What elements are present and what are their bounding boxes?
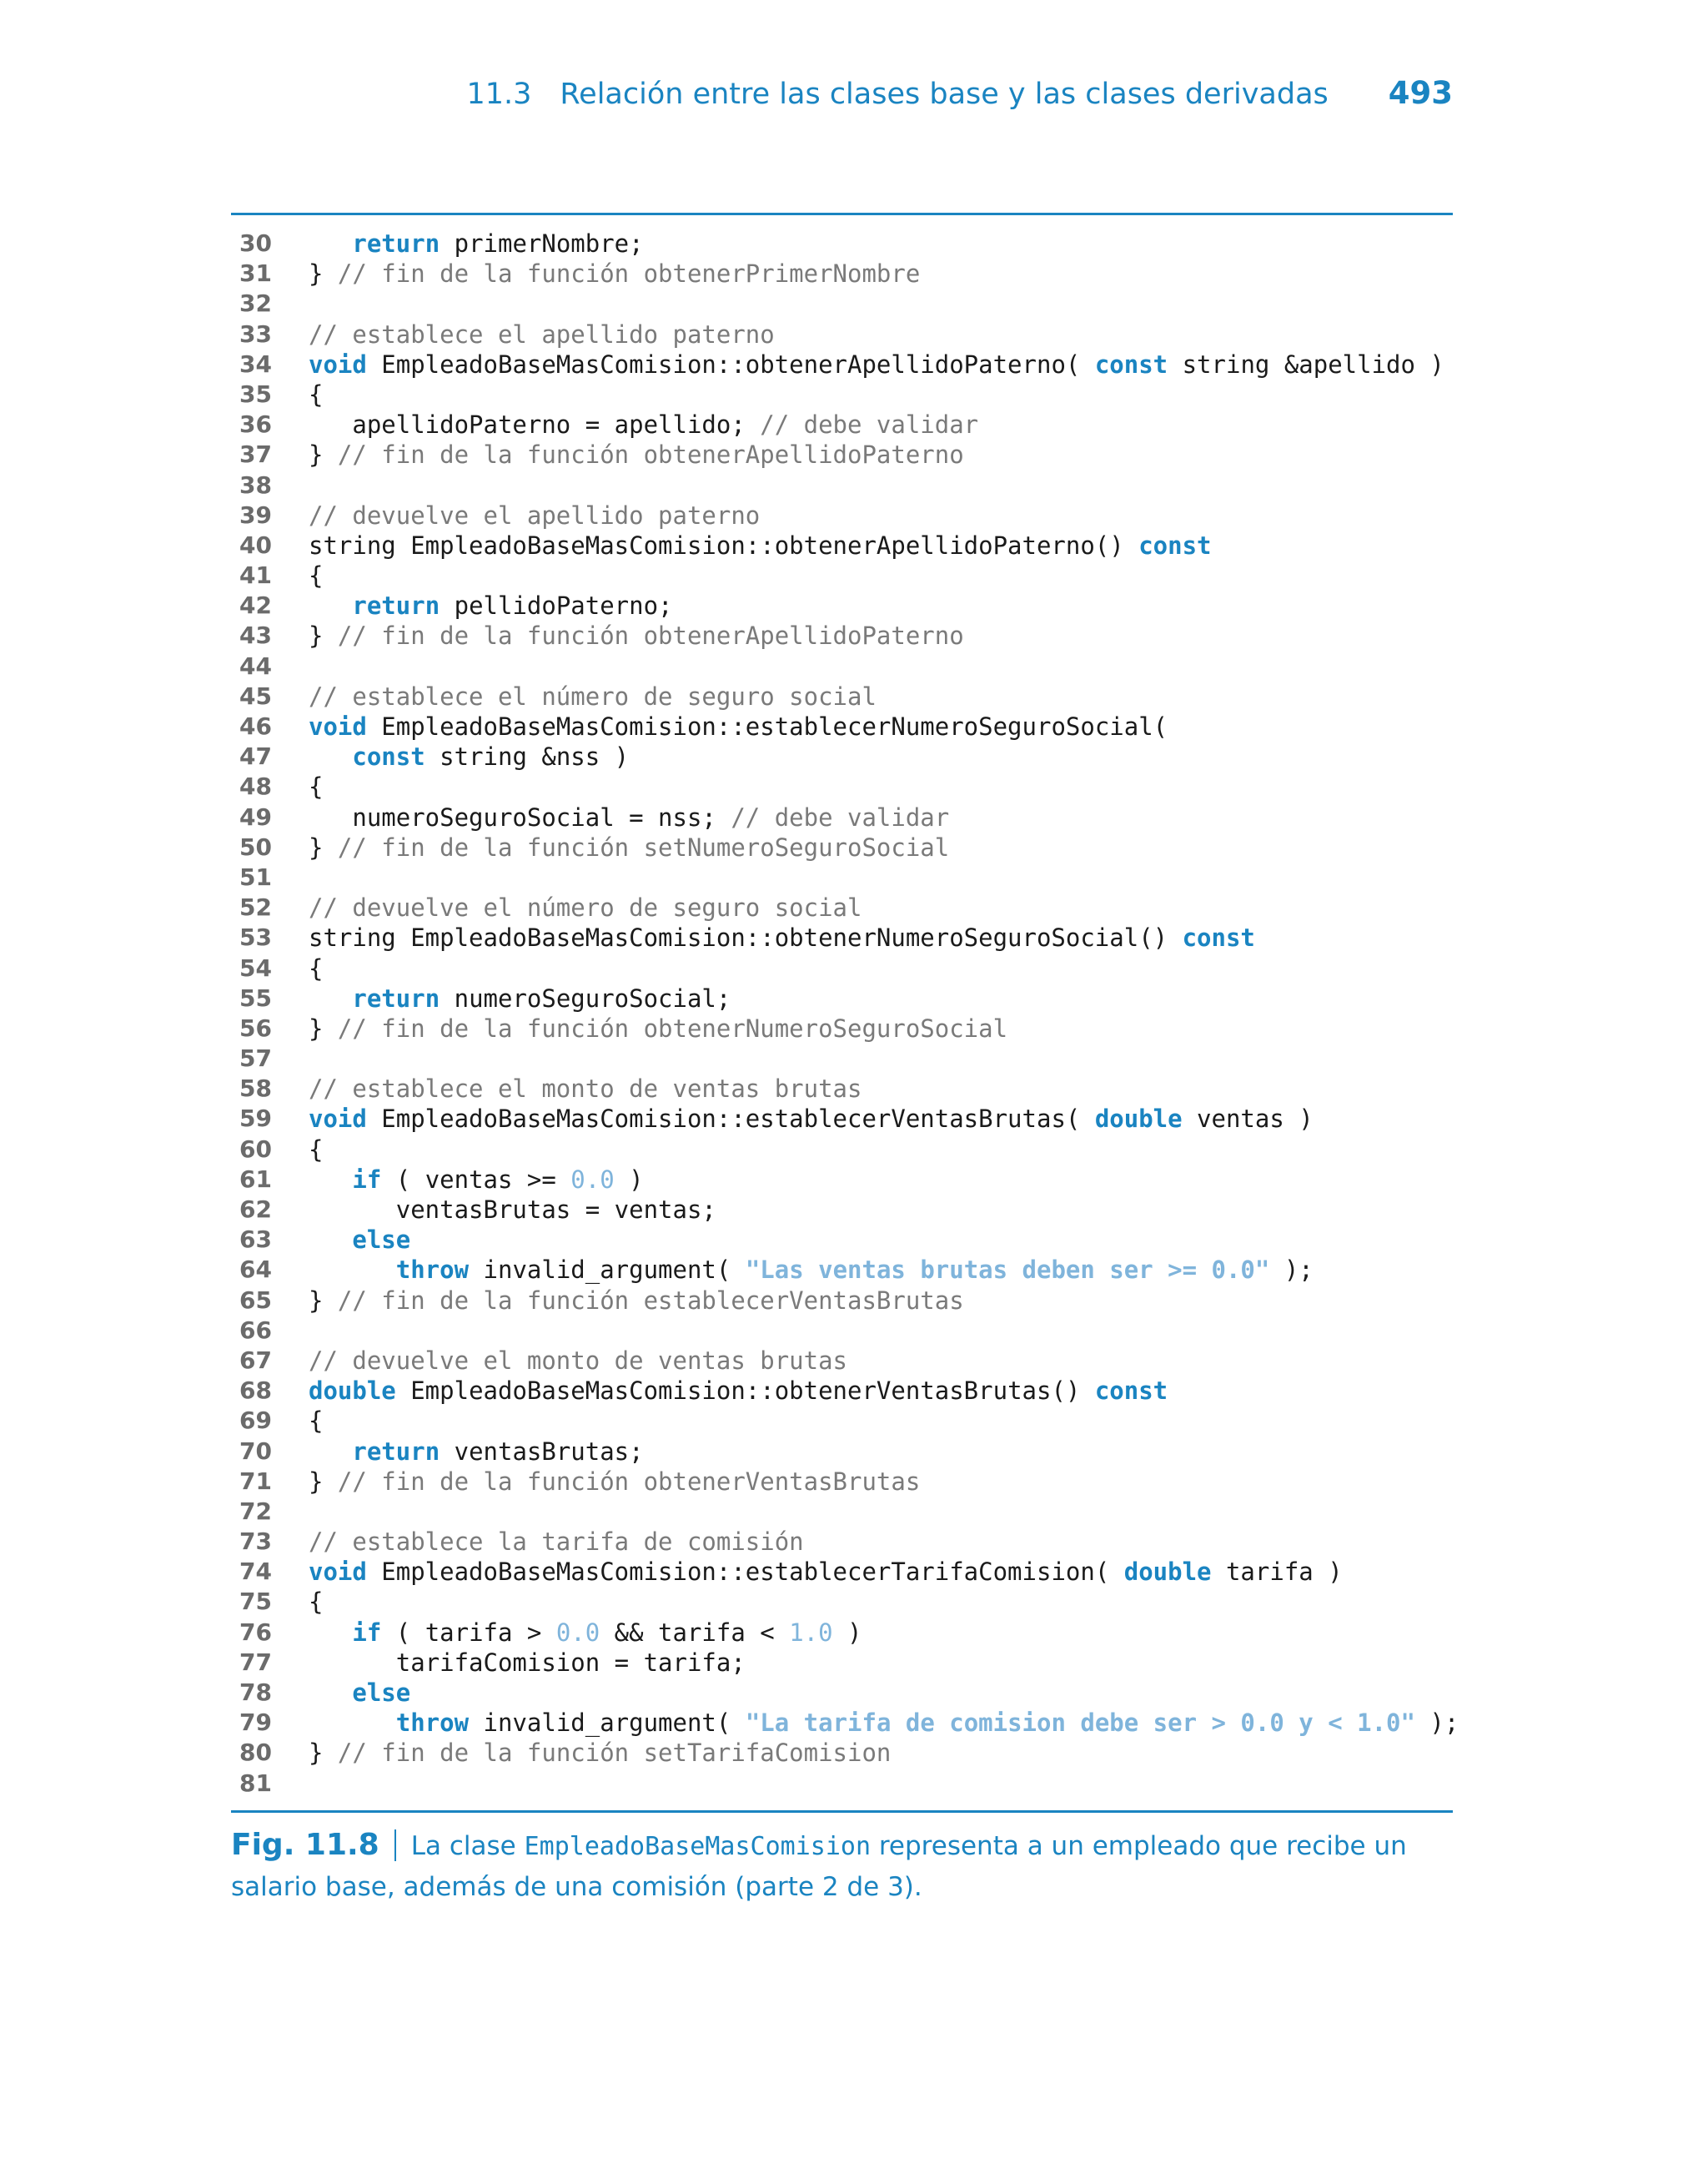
line-number: 59 bbox=[239, 1105, 272, 1133]
line-number: 74 bbox=[239, 1558, 272, 1586]
code-text bbox=[309, 803, 949, 833]
keyword-token: return bbox=[352, 229, 440, 258]
string-literal: "Las ventas brutas deben ser >= 0.0" bbox=[745, 1256, 1270, 1285]
code-token: } bbox=[309, 621, 338, 651]
code-text bbox=[309, 621, 964, 651]
code-line bbox=[0, 229, 1453, 259]
comment-token: // fin de la función setNumeroSeguroSocial bbox=[337, 833, 950, 862]
code-token: } bbox=[309, 1739, 338, 1768]
code-token: numeroSeguroSocial = nss; bbox=[309, 803, 731, 832]
code-text bbox=[309, 833, 949, 863]
code-text bbox=[309, 1165, 644, 1195]
code-text bbox=[309, 440, 964, 470]
code-line bbox=[0, 712, 1453, 742]
code-token: ); bbox=[1414, 1708, 1459, 1738]
code-line bbox=[0, 1738, 1453, 1768]
line-number: 54 bbox=[239, 954, 272, 982]
code-token: } bbox=[309, 440, 338, 470]
code-line bbox=[0, 1074, 1453, 1104]
code-token: { bbox=[309, 380, 324, 409]
code-token bbox=[309, 742, 352, 771]
code-line bbox=[0, 1044, 1453, 1074]
line-number: 58 bbox=[239, 1074, 272, 1103]
line-number: 63 bbox=[239, 1225, 272, 1254]
code-line bbox=[0, 1165, 1453, 1195]
code-text bbox=[309, 591, 673, 621]
code-text bbox=[309, 1557, 1343, 1587]
code-line bbox=[0, 1316, 1453, 1346]
code-line bbox=[0, 984, 1453, 1014]
code-token: { bbox=[309, 561, 324, 591]
code-text bbox=[309, 954, 323, 984]
code-token: numeroSeguroSocial; bbox=[440, 984, 731, 1013]
code-text bbox=[309, 1074, 862, 1104]
comment-token: // fin de la función obtenerApellidoPaterno bbox=[337, 621, 964, 651]
line-number: 33 bbox=[239, 320, 272, 348]
code-line bbox=[0, 1437, 1453, 1467]
code-text bbox=[309, 350, 1444, 380]
line-number: 66 bbox=[239, 1316, 272, 1344]
code-token: } bbox=[309, 1014, 338, 1043]
code-text bbox=[309, 1255, 1314, 1285]
code-line bbox=[0, 742, 1453, 772]
code-token: && tarifa < bbox=[600, 1618, 790, 1647]
figure-label: Fig. 11.8 bbox=[231, 1828, 379, 1862]
figure-caption bbox=[231, 1825, 1453, 1907]
line-number: 78 bbox=[239, 1678, 272, 1706]
line-number: 77 bbox=[239, 1648, 272, 1676]
code-line bbox=[0, 652, 1453, 682]
code-token bbox=[309, 1437, 352, 1466]
line-number: 30 bbox=[239, 229, 272, 257]
code-text bbox=[309, 1346, 847, 1376]
code-line bbox=[0, 1678, 1453, 1708]
code-line bbox=[0, 380, 1453, 410]
top-rule bbox=[231, 213, 1453, 215]
code-token: } bbox=[309, 1467, 338, 1496]
code-line bbox=[0, 1195, 1453, 1225]
line-number: 61 bbox=[239, 1165, 272, 1193]
caption-text-before: La clase bbox=[410, 1831, 525, 1861]
keyword-token: const bbox=[1094, 350, 1168, 379]
code-text bbox=[309, 1587, 323, 1617]
code-token bbox=[309, 1618, 352, 1647]
code-token: } bbox=[309, 259, 338, 289]
comment-token: // establece el monto de ventas brutas bbox=[309, 1074, 862, 1104]
code-line bbox=[0, 591, 1453, 621]
code-line bbox=[0, 1527, 1453, 1557]
comment-token: // establece el número de seguro social bbox=[309, 682, 877, 711]
code-token bbox=[309, 984, 352, 1013]
code-line bbox=[0, 1648, 1453, 1678]
code-token: tarifa ) bbox=[1211, 1558, 1343, 1587]
code-text bbox=[309, 1135, 323, 1165]
code-text bbox=[309, 320, 775, 350]
code-line bbox=[0, 440, 1453, 470]
keyword-token: const bbox=[352, 742, 425, 772]
code-token: ventas ) bbox=[1182, 1105, 1314, 1134]
code-text bbox=[309, 984, 731, 1014]
keyword-token: else bbox=[352, 1678, 411, 1707]
line-number: 42 bbox=[239, 591, 272, 620]
line-number: 43 bbox=[239, 621, 272, 650]
comment-token: // fin de la función obtenerPrimerNombre bbox=[337, 259, 921, 289]
code-line bbox=[0, 561, 1453, 591]
code-line bbox=[0, 1497, 1453, 1527]
code-line bbox=[0, 259, 1453, 289]
comment-token: // debe validar bbox=[760, 410, 979, 440]
code-token bbox=[309, 1165, 352, 1194]
code-line bbox=[0, 320, 1453, 350]
code-line bbox=[0, 1587, 1453, 1617]
code-text bbox=[309, 410, 978, 440]
code-token: primerNombre; bbox=[440, 229, 644, 258]
code-line bbox=[0, 621, 1453, 651]
code-token: pellidoPaterno; bbox=[440, 591, 673, 621]
code-line bbox=[0, 410, 1453, 440]
keyword-token: void bbox=[309, 350, 367, 379]
code-line bbox=[0, 289, 1453, 319]
code-token: EmpleadoBaseMasComision::establecerVentasBrutas( bbox=[366, 1105, 1095, 1134]
code-token: EmpleadoBaseMasComision::establecerTarifaComision( bbox=[366, 1558, 1124, 1587]
keyword-token: void bbox=[309, 1558, 367, 1587]
code-text bbox=[309, 923, 1255, 953]
code-line bbox=[0, 1467, 1453, 1497]
line-number: 35 bbox=[239, 380, 272, 408]
code-line bbox=[0, 1557, 1453, 1587]
line-number: 73 bbox=[239, 1527, 272, 1556]
keyword-token: return bbox=[352, 591, 440, 621]
code-text bbox=[309, 380, 323, 410]
keyword-token: void bbox=[309, 1105, 367, 1134]
code-text bbox=[309, 1648, 746, 1678]
line-number: 68 bbox=[239, 1376, 272, 1405]
code-text bbox=[309, 1527, 804, 1557]
running-head bbox=[0, 75, 1453, 111]
line-number: 69 bbox=[239, 1407, 272, 1435]
code-text bbox=[309, 1467, 920, 1497]
bottom-rule bbox=[231, 1810, 1453, 1813]
code-text bbox=[309, 1406, 323, 1436]
comment-token: // fin de la función setTarifaComision bbox=[337, 1739, 892, 1768]
code-text bbox=[309, 1225, 410, 1255]
code-text bbox=[309, 561, 323, 591]
code-text bbox=[309, 1437, 644, 1467]
code-line bbox=[0, 803, 1453, 833]
code-token: ) bbox=[832, 1618, 862, 1647]
line-number: 40 bbox=[239, 531, 272, 559]
code-line bbox=[0, 1014, 1453, 1044]
line-number: 38 bbox=[239, 471, 272, 499]
keyword-token: const bbox=[1138, 531, 1212, 560]
code-line bbox=[0, 1286, 1453, 1316]
comment-token: // fin de la función obtenerNumeroSeguroSocial bbox=[337, 1014, 1008, 1043]
code-text bbox=[309, 772, 323, 802]
keyword-token: if bbox=[352, 1618, 382, 1647]
code-text bbox=[309, 1286, 964, 1316]
code-text bbox=[309, 893, 862, 923]
code-token bbox=[309, 1225, 352, 1254]
line-number: 56 bbox=[239, 1014, 272, 1042]
number-literal: 0.0 bbox=[570, 1165, 615, 1194]
line-number: 37 bbox=[239, 440, 272, 469]
section-title: Relación entre las clases base y las clases derivadas bbox=[560, 78, 1329, 111]
code-line bbox=[0, 471, 1453, 501]
line-number: 49 bbox=[239, 803, 272, 831]
code-token: string EmpleadoBaseMasComision::obtenerNumeroSeguroSocial() bbox=[309, 923, 1183, 953]
line-number: 81 bbox=[239, 1769, 272, 1797]
code-line bbox=[0, 1406, 1453, 1436]
keyword-token: const bbox=[1182, 923, 1255, 953]
code-token: { bbox=[309, 954, 324, 983]
code-token: } bbox=[309, 833, 338, 862]
keyword-token: return bbox=[352, 1437, 440, 1466]
code-text bbox=[309, 682, 877, 712]
code-token bbox=[309, 1256, 396, 1284]
line-number: 34 bbox=[239, 350, 272, 378]
line-number: 36 bbox=[239, 410, 272, 439]
code-text bbox=[309, 501, 760, 531]
code-text bbox=[309, 1104, 1314, 1134]
code-text bbox=[309, 1618, 862, 1648]
code-line bbox=[0, 863, 1453, 893]
comment-token: // establece el apellido paterno bbox=[309, 320, 775, 349]
code-token: string &apellido ) bbox=[1168, 350, 1444, 379]
caption-class-name: EmpleadoBaseMasComision bbox=[524, 1832, 872, 1861]
keyword-token: double bbox=[1123, 1558, 1212, 1587]
code-token: ventasBrutas = ventas; bbox=[309, 1195, 716, 1224]
code-line bbox=[0, 350, 1453, 380]
keyword-token: if bbox=[352, 1165, 382, 1194]
code-token: ( ventas >= bbox=[381, 1165, 571, 1194]
comment-token: // fin de la función obtenerApellidoPaterno bbox=[337, 440, 964, 470]
code-token: { bbox=[309, 772, 324, 802]
line-number: 47 bbox=[239, 742, 272, 771]
line-number: 51 bbox=[239, 863, 272, 891]
keyword-token: return bbox=[352, 984, 440, 1013]
line-number: 62 bbox=[239, 1195, 272, 1223]
code-listing bbox=[0, 229, 1459, 1799]
code-text bbox=[309, 259, 920, 289]
line-number: 57 bbox=[239, 1044, 272, 1073]
line-number: 79 bbox=[239, 1708, 272, 1737]
code-line bbox=[0, 923, 1453, 953]
page-number: 493 bbox=[1388, 75, 1453, 111]
comment-token: // devuelve el apellido paterno bbox=[309, 501, 761, 530]
number-literal: 0.0 bbox=[555, 1618, 600, 1647]
code-token: EmpleadoBaseMasComision::obtenerVentasBrutas() bbox=[395, 1376, 1095, 1406]
code-token: { bbox=[309, 1135, 324, 1164]
line-number: 44 bbox=[239, 652, 272, 680]
code-text bbox=[309, 712, 1168, 742]
code-token: string EmpleadoBaseMasComision::obtenerApellidoPaterno() bbox=[309, 531, 1139, 560]
code-line bbox=[0, 531, 1453, 561]
line-number: 48 bbox=[239, 772, 272, 801]
line-number: 71 bbox=[239, 1467, 272, 1495]
line-number: 52 bbox=[239, 893, 272, 922]
line-number: 76 bbox=[239, 1618, 272, 1646]
keyword-token: else bbox=[352, 1225, 411, 1255]
code-text bbox=[309, 1678, 410, 1708]
code-token: invalid_argument( bbox=[469, 1708, 746, 1738]
code-line bbox=[0, 1769, 1453, 1799]
comment-token: // fin de la función obtenerVentasBrutas bbox=[337, 1467, 921, 1496]
keyword-token: double bbox=[309, 1376, 396, 1406]
code-line bbox=[0, 1135, 1453, 1165]
caption-text-after: representa a un empleado que recibe un salario base, además de una comisión (parte 2 de 3). bbox=[231, 1831, 1407, 1902]
code-token: { bbox=[309, 1588, 324, 1617]
code-token: } bbox=[309, 1286, 338, 1315]
code-line bbox=[0, 1346, 1453, 1376]
code-text bbox=[309, 531, 1212, 561]
line-number: 64 bbox=[239, 1256, 272, 1284]
code-token bbox=[309, 591, 352, 620]
comment-token: // establece la tarifa de comisión bbox=[309, 1527, 804, 1557]
code-text bbox=[309, 229, 644, 259]
code-token: { bbox=[309, 1407, 324, 1436]
code-text bbox=[309, 1014, 1007, 1044]
code-token: string &nss ) bbox=[424, 742, 630, 772]
line-number: 75 bbox=[239, 1588, 272, 1616]
code-line bbox=[0, 772, 1453, 802]
line-number: 65 bbox=[239, 1286, 272, 1314]
code-line bbox=[0, 682, 1453, 712]
code-token: EmpleadoBaseMasComision::establecerNumeroSeguroSocial( bbox=[366, 712, 1168, 741]
code-text bbox=[309, 1195, 716, 1225]
keyword-token: void bbox=[309, 712, 367, 741]
code-text bbox=[309, 1738, 891, 1768]
code-line bbox=[0, 833, 1453, 863]
code-token: ( tarifa > bbox=[381, 1618, 556, 1647]
code-token bbox=[309, 1678, 352, 1707]
keyword-token: throw bbox=[395, 1708, 470, 1738]
code-line bbox=[0, 893, 1453, 923]
code-line bbox=[0, 954, 1453, 984]
line-number: 67 bbox=[239, 1346, 272, 1374]
string-literal: "La tarifa de comision debe ser > 0.0 y < 1.0" bbox=[745, 1708, 1415, 1738]
comment-token: // devuelve el monto de ventas brutas bbox=[309, 1346, 848, 1375]
code-token: ventasBrutas; bbox=[440, 1437, 644, 1466]
line-number: 55 bbox=[239, 984, 272, 1012]
code-token: EmpleadoBaseMasComision::obtenerApellidoPaterno( bbox=[366, 350, 1095, 379]
line-number: 32 bbox=[239, 289, 272, 318]
code-token: tarifaComision = tarifa; bbox=[309, 1648, 746, 1677]
code-token: ); bbox=[1269, 1256, 1314, 1285]
code-token: invalid_argument( bbox=[469, 1256, 746, 1285]
line-number: 39 bbox=[239, 501, 272, 529]
line-number: 70 bbox=[239, 1437, 272, 1465]
code-line bbox=[0, 1618, 1453, 1648]
code-line bbox=[0, 1104, 1453, 1134]
code-text bbox=[309, 742, 629, 772]
comment-token: // fin de la función establecerVentasBrutas bbox=[337, 1286, 964, 1315]
code-text bbox=[309, 1708, 1459, 1738]
line-number: 45 bbox=[239, 682, 272, 710]
comment-token: // devuelve el número de seguro social bbox=[309, 893, 862, 923]
code-text bbox=[309, 1376, 1168, 1406]
keyword-token: double bbox=[1094, 1105, 1183, 1134]
code-token bbox=[309, 229, 352, 258]
code-line bbox=[0, 1708, 1459, 1738]
section-number: 11.3 bbox=[466, 78, 532, 111]
code-token bbox=[309, 1708, 396, 1737]
code-token: apellidoPaterno = apellido; bbox=[309, 410, 761, 440]
line-number: 60 bbox=[239, 1135, 272, 1163]
caption-divider bbox=[394, 1829, 396, 1861]
code-token: ) bbox=[614, 1165, 644, 1194]
line-number: 41 bbox=[239, 561, 272, 590]
code-line bbox=[0, 1225, 1453, 1255]
line-number: 50 bbox=[239, 833, 272, 861]
line-number: 80 bbox=[239, 1739, 272, 1767]
comment-token: // debe validar bbox=[731, 803, 950, 832]
line-number: 31 bbox=[239, 259, 272, 288]
code-line bbox=[0, 501, 1453, 531]
keyword-token: throw bbox=[395, 1256, 470, 1285]
keyword-token: const bbox=[1094, 1376, 1168, 1406]
line-number: 53 bbox=[239, 923, 272, 952]
line-number: 46 bbox=[239, 712, 272, 740]
code-line bbox=[0, 1376, 1453, 1406]
number-literal: 1.0 bbox=[789, 1618, 833, 1647]
line-number: 72 bbox=[239, 1497, 272, 1525]
code-line bbox=[0, 1255, 1453, 1285]
